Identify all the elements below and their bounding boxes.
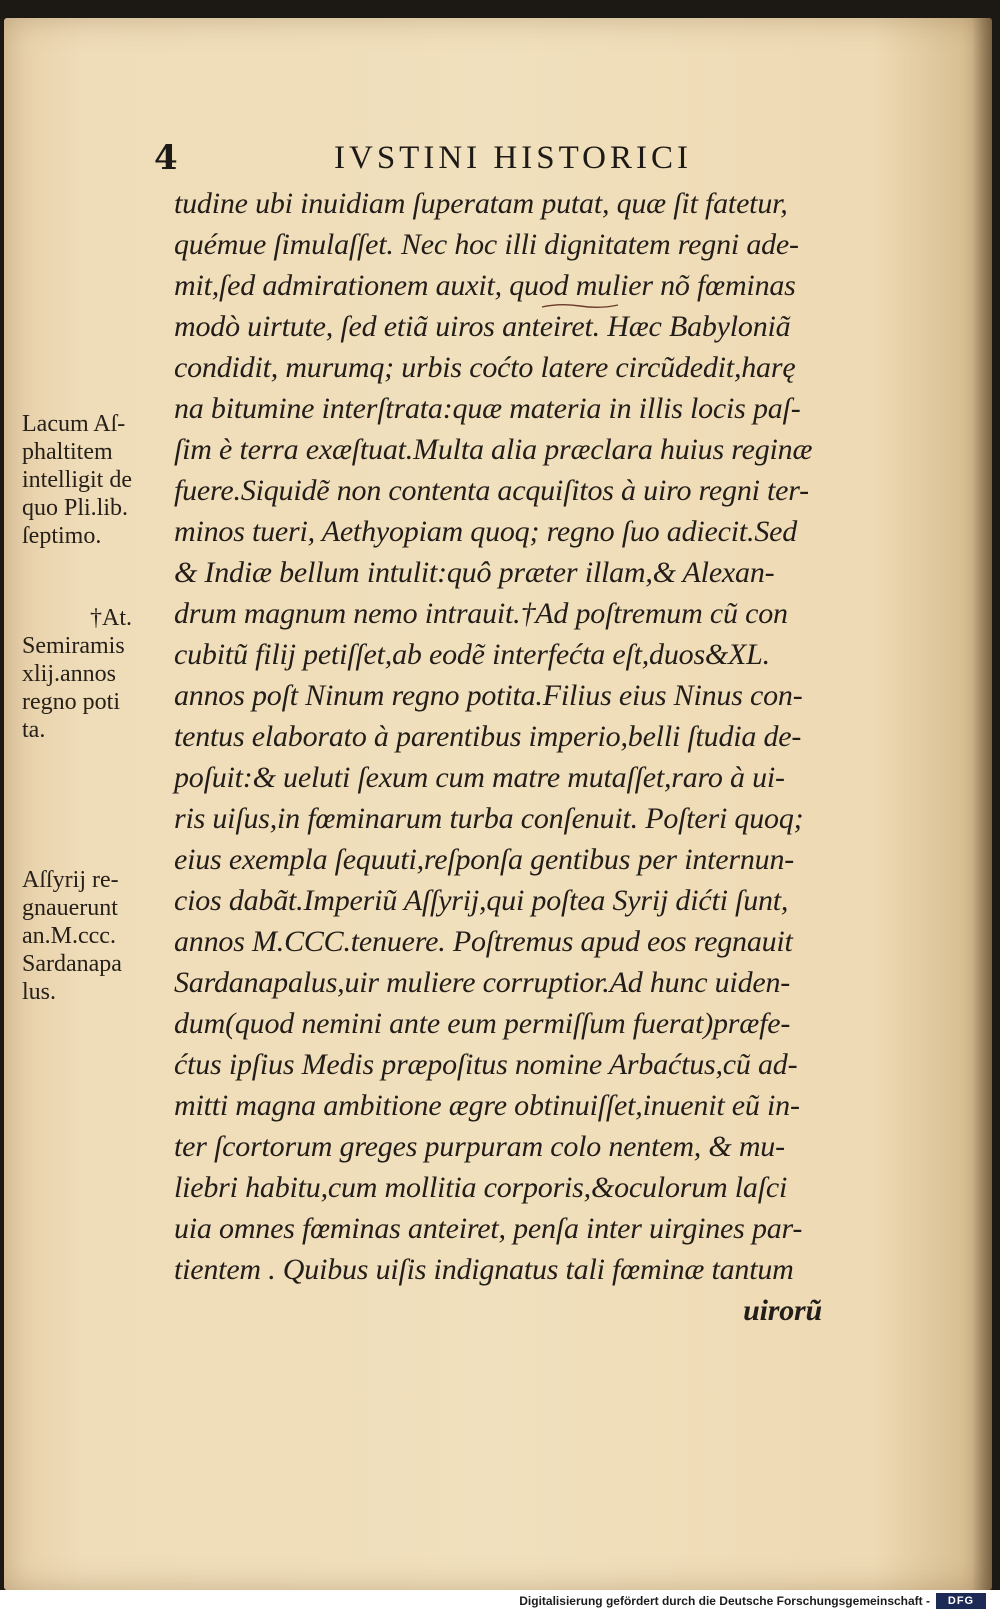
text-line: dum(quod nemini ante eum permiſſum fuerat)præfe- [174,1007,791,1040]
text-line: Sardanapalus,uir muliere corruptior.Ad hunc uiden- [174,966,791,999]
text-line: ter ſcortorum greges purpuram colo nentem, & mu- [174,1130,785,1163]
text-line: mitti magna ambitione ægre obtinuiſſet,inuenit eũ in- [174,1089,800,1122]
text-line: poſuit:& ueluti ſexum cum matre mutaſſet,raro à ui- [174,761,785,794]
page-number: 4 [154,138,178,178]
text-line: ſim è terra exæſtuat.Multa alia præclara huius reginæ [174,433,813,466]
text-line: tientem . Quibus uiſis indignatus tali fœminæ tantum [174,1253,794,1286]
text-line: na bitumine interſtrata:quæ materia in illis locis paſ- [174,392,801,425]
page-header [154,138,774,188]
book-page [4,18,992,1590]
page-gutter-shadow [972,18,992,1590]
text-line: annos M.CCC.tenuere. Poſtremus apud eos regnauit [174,925,793,958]
marginal-note-assyrii: Aſſyrij re- gnauerunt an.M.ccc. Sardanapa lus. [22,867,122,1005]
footer-bar [0,1590,1000,1613]
text-line: quémue ſimulaſſet. Nec hoc illi dignitatem regni ade- [174,228,799,261]
text-line: eius exempla ſequuti,reſponſa gentibus per internun- [174,843,795,876]
text-line: mit,ſed admirationem auxit, quod mulier nõ fœminas [174,269,796,302]
text-line: & Indiæ bellum intulit:quô præter illam,& Alexan- [174,556,775,589]
text-line: fuere.Siquidẽ non contenta acquiſitos à uiro regni ter- [174,474,809,507]
text-line: ris uiſus,in fœminarum turba conſenuit. Poſteri quoq; [174,802,804,835]
catchword: uirorũ [743,1294,822,1327]
footer-credit: Digitalisierung gefördert durch die Deutsche Forschungsgemeinschaft - [519,1594,930,1608]
text-line: drum magnum nemo intrauit.†Ad poſtremum cũ con [174,597,788,630]
text-line: liebri habitu,cum mollitia corporis,&oculorum laſci [174,1171,788,1204]
text-line: modò uirtute, ſed etiã uiros anteiret. Hæc Babyloniã [174,310,791,343]
text-line: minos tueri, Aethyopiam quoq; regno ſuo adiecit.Sed [174,515,798,548]
text-line: uia omnes fœminas anteiret, penſa inter uirgines par- [174,1212,803,1245]
marginal-note-semiramis: †At. Semiramis xlij.annos regno poti ta. [22,605,132,743]
body-text [174,183,874,1331]
text-line: condidit, murumq; urbis coćto latere circũdedit,harę [174,351,796,384]
text-line: tentus elaborato à parentibus imperio,belli ſtudia de- [174,720,802,753]
handwritten-annotation-mark [540,301,620,311]
text-line: cios dabãt.Imperiũ Aſſyrij,qui poſtea Syrij dićti ſunt, [174,884,789,917]
marginal-note-lacum: Lacum Aſ- phaltitem intelligit de quo Pli.lib. ſeptimo. [22,411,132,549]
running-head: IVSTINI HISTORICI [334,140,692,176]
dfg-logo: DFG [936,1593,986,1609]
text-line: annos poſt Ninum regno potita.Filius eius Ninus con- [174,679,803,712]
text-line: cubitũ filij petiſſet,ab eodẽ interfećta eſt,duos&XL. [174,638,770,671]
text-line: ćtus ipſius Medis præpoſitus nomine Arbaćtus,cũ ad- [174,1048,798,1081]
text-line: tudine ubi inuidiam ſuperatam putat, quæ ſit fatetur, [174,187,788,220]
